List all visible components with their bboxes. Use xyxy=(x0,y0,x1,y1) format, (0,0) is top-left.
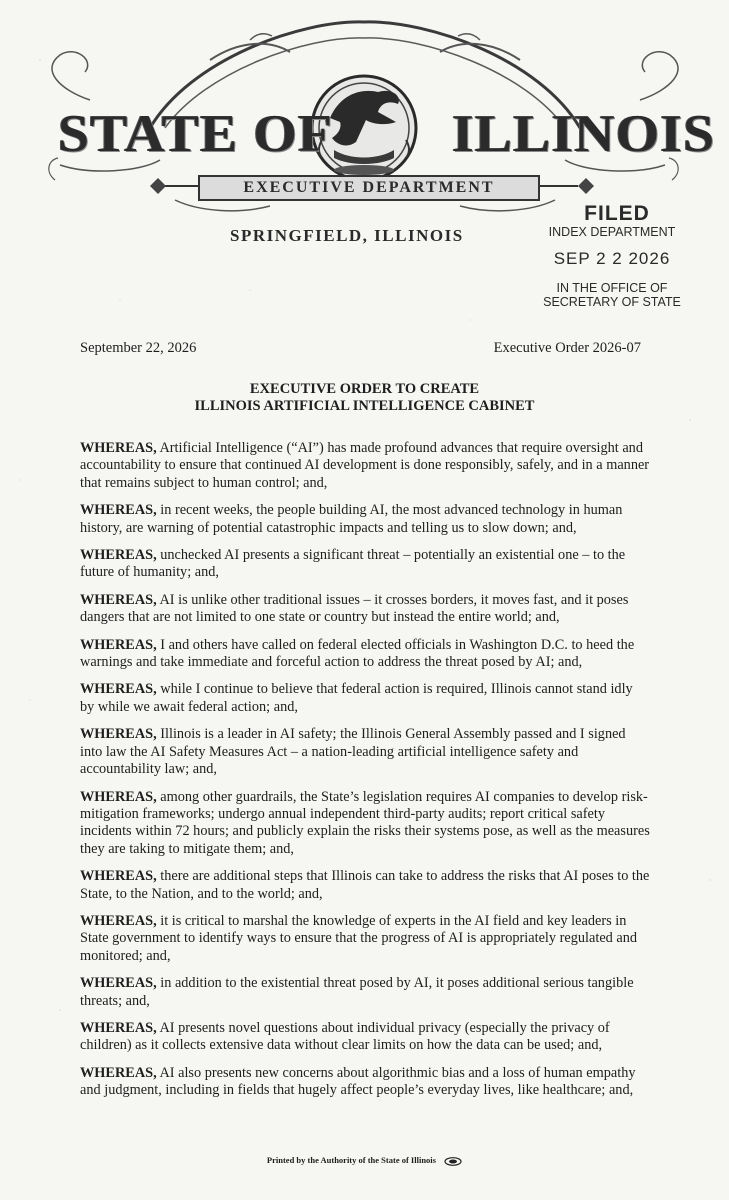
title-line-1: EXECUTIVE ORDER TO CREATE xyxy=(249,381,480,397)
whereas-lead: WHEREAS, xyxy=(80,440,157,456)
whereas-clauses xyxy=(80,440,650,1100)
whereas-lead: WHEREAS, xyxy=(80,726,157,743)
stamp-date: SEP 2 2 2026 xyxy=(553,249,671,268)
whereas-text: among other guardrails, the State’s legislation requires AI companies to develop risk-mitigation frameworks; undergo annual independent third-party audits; report critical safety incidents within 72 hours; and publicly explain the risks their systems pose, as well as the measures they are taking to mitigate them; and, xyxy=(80,788,650,857)
whereas-lead: WHEREAS, xyxy=(80,681,157,698)
document-title xyxy=(0,381,729,415)
stamp-index-department: INDEX DEPARTMENT xyxy=(548,225,676,239)
whereas-clause xyxy=(80,975,650,1010)
whereas-lead: WHEREAS, xyxy=(80,788,157,805)
title-line-2: ILLINOIS ARTIFICIAL INTELLIGENCE CABINET xyxy=(194,398,535,414)
whereas-clause xyxy=(80,868,650,903)
footer xyxy=(0,1155,729,1166)
whereas-text: I and others have called on federal elected officials in Washington D.C. to heed the warnings and take immediate and forceful action to address the threat posed by AI; and, xyxy=(80,636,635,671)
whereas-lead: WHEREAS, xyxy=(80,975,157,992)
whereas-clause xyxy=(80,637,650,672)
whereas-text: AI also presents new concerns about algorithmic bias and a loss of human empathy and judgment, including in fields that hugely affect people’s everyday lives, like healthcare; and, xyxy=(80,1064,636,1099)
whereas-lead: WHEREAS, xyxy=(80,547,157,564)
whereas-text: AI presents novel questions about individual privacy (especially the privacy of children) as it collects extensive data without clear limits on how the data can be used; and, xyxy=(80,1019,610,1054)
whereas-text: it is critical to marshal the knowledge of experts in the AI field and key leaders in State government to identify ways to ensure that the progress of AI is appropriately regulated and monitored; and, xyxy=(80,912,638,964)
stamp-office-line1: IN THE OFFICE OF xyxy=(556,281,668,295)
whereas-text: in addition to the existential threat posed by AI, it poses additional serious tangible threats; and, xyxy=(80,975,634,1009)
stamp-office-line2: SECRETARY OF STATE xyxy=(543,295,681,309)
whereas-text: while I continue to believe that federal action is required, Illinois cannot stand idly by while we await federal action; and, xyxy=(80,681,633,715)
order-number: Executive Order 2026-07 xyxy=(493,340,641,356)
order-date: September 22, 2026 xyxy=(80,340,197,356)
letterhead-city: SPRINGFIELD, ILLINOIS xyxy=(230,226,464,245)
whereas-clause xyxy=(80,913,650,965)
stamp-office xyxy=(527,281,697,309)
letterhead-illinois: ILLINOIS xyxy=(452,104,716,164)
letterhead-state-of: STATE OF xyxy=(58,104,334,164)
whereas-clause xyxy=(80,726,650,778)
whereas-clause xyxy=(80,681,650,716)
whereas-text: in recent weeks, the people building AI, the most advanced technology in human history, are warning of potential catastrophic impacts and telling us to slow down; and, xyxy=(80,502,623,536)
whereas-text: there are additional steps that Illinois can take to address the risks that AI poses to the State, to the Nation, and to the world; and, xyxy=(80,868,650,902)
union-bug-icon xyxy=(444,1157,462,1166)
whereas-text: unchecked AI presents a significant threat – potentially an existential one – to the future of humanity; and, xyxy=(80,547,626,581)
whereas-lead: WHEREAS, xyxy=(80,868,157,885)
whereas-lead: WHEREAS, xyxy=(80,591,157,608)
whereas-lead: WHEREAS, xyxy=(80,912,157,929)
whereas-text: Illinois is a leader in AI safety; the Illinois General Assembly passed and I signed into law the AI Safety Measures Act – a nation-leading artificial intelligence safety and accountability law; and, xyxy=(80,726,626,778)
whereas-text: AI is unlike other traditional issues – it crosses borders, it moves fast, and it poses dangers that are not limited to one state or country but instead the entire world; and, xyxy=(80,591,629,626)
whereas-lead: WHEREAS, xyxy=(80,636,157,653)
whereas-clause xyxy=(80,789,650,859)
whereas-clause xyxy=(80,547,650,582)
footer-text: Printed by the Authority of the State of Illinois xyxy=(266,1155,436,1165)
whereas-lead: WHEREAS, xyxy=(80,1064,157,1081)
whereas-clause xyxy=(80,592,650,627)
whereas-clause xyxy=(80,502,650,537)
whereas-clause xyxy=(80,440,650,492)
whereas-lead: WHEREAS, xyxy=(80,502,157,519)
whereas-clause xyxy=(80,1020,650,1055)
whereas-clause xyxy=(80,1065,650,1100)
whereas-lead: WHEREAS, xyxy=(80,1019,157,1036)
whereas-text: Artificial Intelligence (“AI”) has made profound advances that require oversight and accountability to ensure that continued AI development is done responsibly, safely, and in a manner that remains subject to human control; and, xyxy=(80,440,650,491)
letterhead-department-banner: EXECUTIVE DEPARTMENT xyxy=(198,175,540,201)
filed-stamp xyxy=(527,202,697,309)
stamp-filed: FILED xyxy=(584,202,650,225)
